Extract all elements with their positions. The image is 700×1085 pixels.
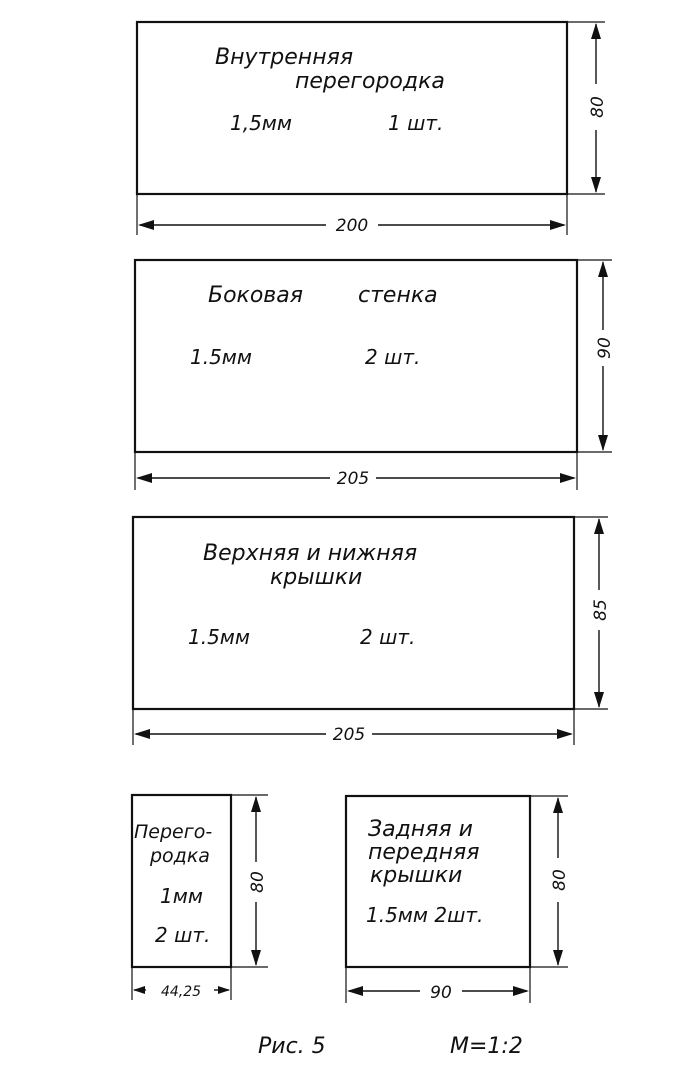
top-bottom-covers-thickness: 1.5мм <box>188 625 250 649</box>
side-wall-title-word2: стенка <box>358 283 438 308</box>
inner-partition-height-arrow-bottom <box>591 177 601 193</box>
side-wall-width-arrow-left <box>136 473 152 483</box>
top-bottom-covers-width-arrow-right <box>557 729 573 739</box>
back-front-covers-height-arrow-bottom <box>553 950 563 966</box>
back-front-covers-height-value: 80 <box>550 869 570 891</box>
top-bottom-covers-title-line1: Верхняя и нижняя <box>203 541 418 566</box>
partition-height-arrow-bottom <box>251 950 261 966</box>
side-wall-width-value: 205 <box>336 469 370 489</box>
partition-width-arrow-right <box>218 986 230 994</box>
inner-partition-thickness: 1,5мм <box>230 111 292 135</box>
partition-height-value: 80 <box>248 871 268 893</box>
side-wall-height-value: 90 <box>595 337 615 359</box>
partition-width-value: 44,25 <box>160 984 202 1000</box>
partition-height-arrow-top <box>251 796 261 812</box>
part-partition <box>132 795 268 1000</box>
back-front-covers-width-value: 90 <box>430 983 452 1003</box>
inner-partition-width-arrow-right <box>550 220 566 230</box>
side-wall-title-word1: Боковая <box>208 283 303 308</box>
side-wall-thickness: 1.5мм <box>190 345 252 369</box>
part-inner-partition <box>137 22 608 236</box>
back-front-covers-height-arrow-top <box>553 797 563 813</box>
top-bottom-covers-quantity: 2 шт. <box>360 625 416 649</box>
back-front-covers-width-arrow-right <box>513 986 529 996</box>
partition-title-line2: родка <box>150 845 210 867</box>
side-wall-height-arrow-bottom <box>598 435 608 451</box>
back-front-covers-spec: 1.5мм 2шт. <box>366 903 484 927</box>
inner-partition-quantity: 1 шт. <box>388 111 444 135</box>
top-bottom-covers-width-arrow-left <box>134 729 150 739</box>
partition-width-arrow-left <box>133 986 145 994</box>
top-bottom-covers-height-arrow-bottom <box>594 692 604 708</box>
top-bottom-covers-height-value: 85 <box>591 599 611 621</box>
back-front-covers-width-arrow-left <box>347 986 363 996</box>
inner-partition-width-value: 200 <box>335 216 369 236</box>
inner-partition-title-line2: перегородка <box>295 69 445 94</box>
part-top-bottom-covers <box>133 517 611 745</box>
inner-partition-title-line1: Внутренняя <box>215 45 354 70</box>
top-bottom-covers-title-line2: крышки <box>270 565 363 590</box>
inner-partition-width-arrow-left <box>138 220 154 230</box>
inner-partition-height-arrow-top <box>591 23 601 39</box>
side-wall-quantity: 2 шт. <box>365 345 421 369</box>
side-wall-width-arrow-right <box>560 473 576 483</box>
partition-title-line1: Перего- <box>134 821 213 843</box>
part-side-wall <box>135 260 615 490</box>
back-front-covers-title-line1: Задняя и <box>368 817 473 842</box>
inner-partition-height-value: 80 <box>588 96 608 118</box>
partition-quantity: 2 шт. <box>155 923 211 947</box>
part-back-front-covers <box>346 796 570 1003</box>
side-wall-height-arrow-top <box>598 261 608 277</box>
scale-caption: М=1:2 <box>450 1034 523 1059</box>
figure-caption: Рис. 5 <box>258 1034 326 1059</box>
top-bottom-covers-width-value: 205 <box>332 725 366 745</box>
back-front-covers-title-line3: крышки <box>370 863 463 888</box>
partition-thickness: 1мм <box>160 884 203 908</box>
top-bottom-covers-height-arrow-top <box>594 518 604 534</box>
back-front-covers-title-line2: передняя <box>368 840 480 865</box>
